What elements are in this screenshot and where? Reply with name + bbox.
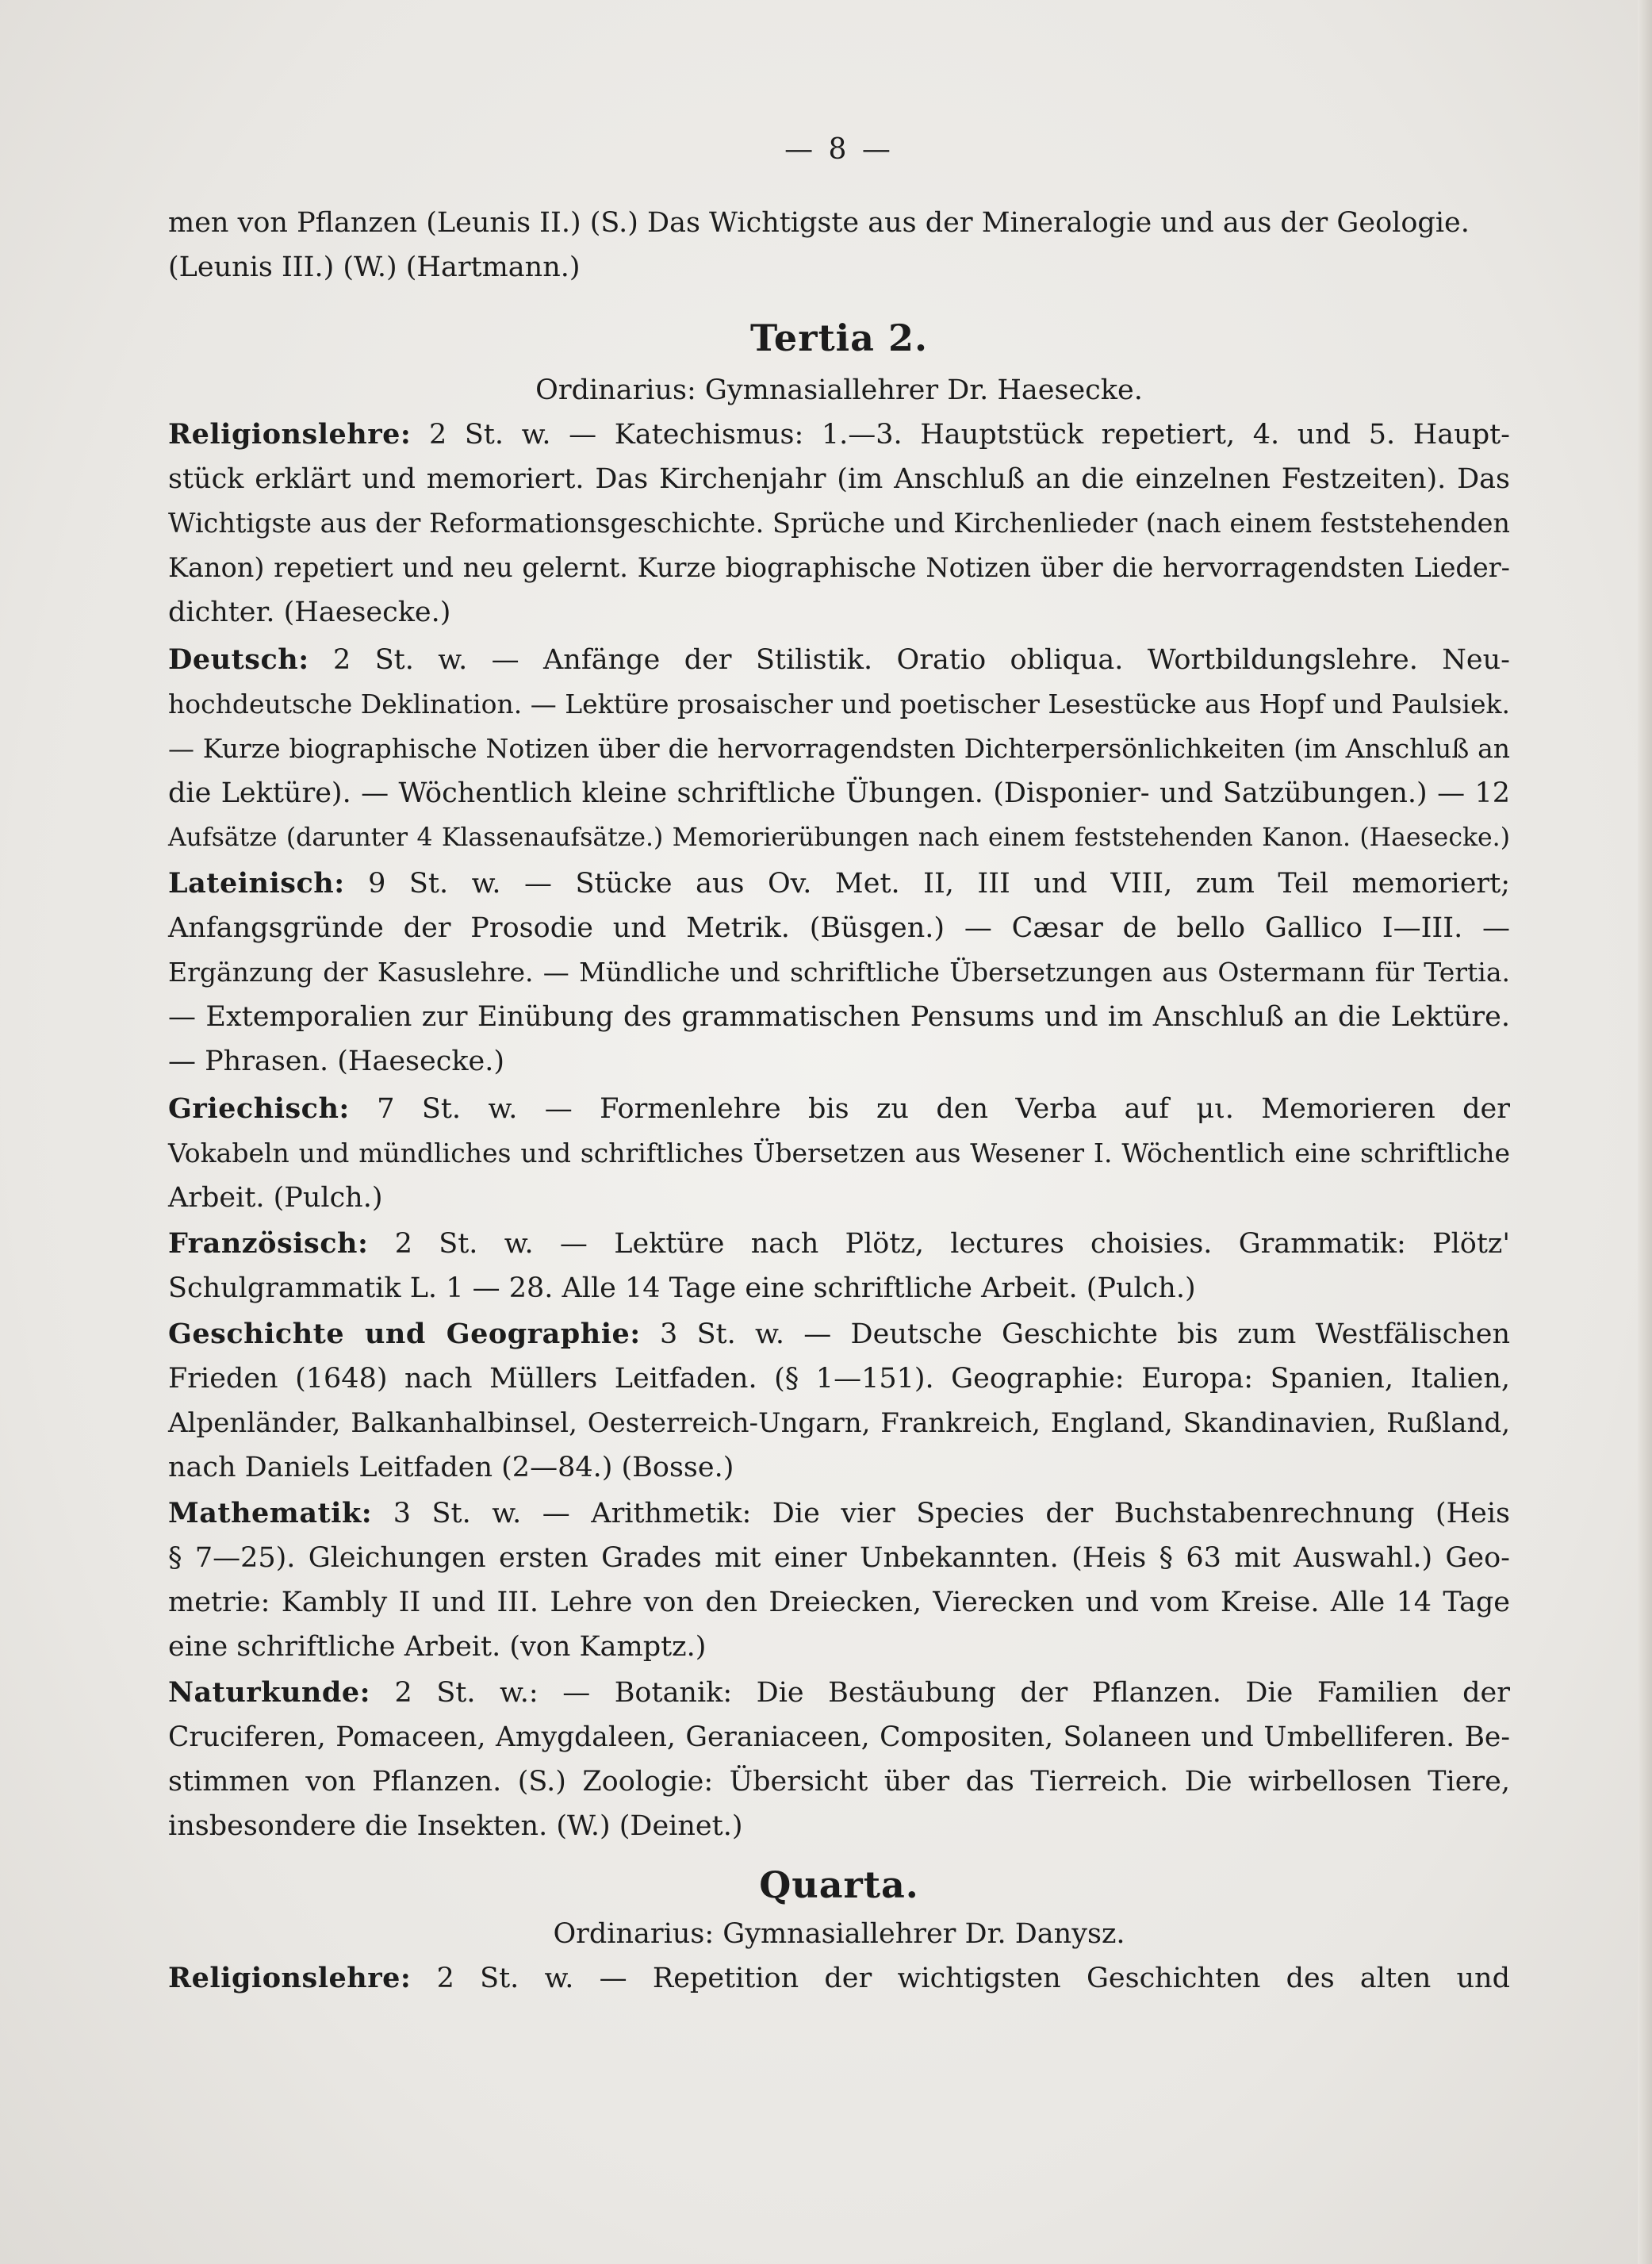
ordinarius-line: Ordinarius: Gymnasiallehrer Dr. Haesecke. xyxy=(535,374,1143,406)
subject-label: Religionslehre: xyxy=(168,1962,412,1994)
subject-line-deutsch: Deutsch: 2 St. w. — Anfänge der Stilistik. Oratio obliqua. Wortbildungslehre. Neu- xyxy=(168,643,1510,676)
text-line: Anfangsgründe der Prosodie und Metrik. (Büsgen.) — Cæsar de bello Gallico I—III. — xyxy=(168,912,1510,944)
text-line: § 7—25). Gleichungen ersten Grades mit einer Unbekannten. (Heis § 63 mit Auswahl.) Geo- xyxy=(168,1542,1510,1574)
section-heading-tertia: Tertia 2. xyxy=(749,317,929,359)
text-line: Schulgrammatik L. 1 — 28. Alle 14 Tage eine schriftliche Arbeit. (Pulch.) xyxy=(168,1272,1196,1304)
text-line: (Leunis III.) (W.) (Hartmann.) xyxy=(168,251,581,283)
text-line: metrie: Kambly II und III. Lehre von den Dreiecken, Vierecken und vom Kreise. Alle 14 Tage xyxy=(168,1587,1510,1618)
subject-label: Religionslehre: xyxy=(168,418,412,451)
subject-label: Deutsch: xyxy=(168,643,309,676)
text-line: Frieden (1648) nach Müllers Leitfaden. (§ 1—151). Geographie: Europa: Spanien, Italien, xyxy=(168,1363,1510,1395)
ordinarius-line: Ordinarius: Gymnasiallehrer Dr. Danysz. xyxy=(553,1918,1125,1950)
text-line: Aufsätze (darunter 4 Klassenaufsätze.) Memorierübungen nach einem feststehenden Kanon. (Haesecke.) xyxy=(168,823,1510,852)
subject-label: Lateinisch: xyxy=(168,867,345,900)
text-line: die Lektüre). — Wöchentlich kleine schriftliche Übungen. (Disponier- und Satzübungen.) — 12 xyxy=(168,777,1510,809)
text-line: stimmen von Pflanzen. (S.) Zoologie: Übersicht über das Tierreich. Die wirbellosen Tiere, xyxy=(168,1766,1510,1798)
page-number: — 8 — xyxy=(784,133,894,166)
text-line: Wichtigste aus der Reformationsgeschichte. Sprüche und Kirchenlieder (nach einem feststehenden xyxy=(168,508,1510,539)
subject-line-mathematik: Mathematik: 3 St. w. — Arithmetik: Die vier Species der Buchstabenrechnung (Heis xyxy=(168,1497,1510,1529)
text-line: Cruciferen, Pomaceen, Amygdaleen, Geraniaceen, Compositen, Solaneen und Umbelliferen. Be- xyxy=(168,1721,1510,1753)
text-line: stück erklärt und memoriert. Das Kirchenjahr (im Anschluß an die einzelnen Festzeiten). Das xyxy=(168,463,1510,495)
subject-line-religion: Religionslehre: 2 St. w. — Katechismus: 1.—3. Hauptstück repetiert, 4. und 5. Haupt- xyxy=(168,418,1510,451)
text-line: insbesondere die Insekten. (W.) (Deinet.) xyxy=(168,1810,743,1842)
subject-label: Mathematik: xyxy=(168,1497,373,1529)
subject-line-franzoesisch: Französisch: 2 St. w. — Lektüre nach Plötz, lectures choisies. Grammatik: Plötz' xyxy=(168,1227,1510,1260)
text-line: Kanon) repetiert und neu gelernt. Kurze biographische Notizen über die hervorragendsten Lieder- xyxy=(168,552,1510,583)
text-line: dichter. (Haesecke.) xyxy=(168,597,451,628)
text-line: Alpenländer, Balkanhalbinsel, Oesterreich-Ungarn, Frankreich, England, Skandinavien, Rußland, xyxy=(168,1407,1510,1439)
page-edge xyxy=(1638,0,1652,2264)
subject-label: Geschichte und Geographie: xyxy=(168,1318,641,1350)
text-line: — Extemporalien zur Einübung des grammatischen Pensums und im Anschluß an die Lektüre. xyxy=(168,1001,1510,1033)
subject-label: Französisch: xyxy=(168,1227,369,1260)
text-line: Vokabeln und mündliches und schriftliches Übersetzen aus Wesener I. Wöchentlich eine schriftliche xyxy=(168,1138,1510,1168)
text-line: nach Daniels Leitfaden (2—84.) (Bosse.) xyxy=(168,1452,734,1483)
subject-line-naturkunde: Naturkunde: 2 St. w.: — Botanik: Die Bestäubung der Pflanzen. Die Familien der xyxy=(168,1676,1510,1709)
subject-line-geschichte: Geschichte und Geographie: 3 St. w. — Deutsche Geschichte bis zum Westfälischen xyxy=(168,1318,1510,1350)
text-line: Arbeit. (Pulch.) xyxy=(168,1182,383,1214)
text-line: — Phrasen. (Haesecke.) xyxy=(168,1046,505,1077)
text-line: men von Pflanzen (Leunis II.) (S.) Das Wichtigste aus der Mineralogie und aus der Geologie. xyxy=(168,207,1470,239)
text-line: — Kurze biographische Notizen über die hervorragendsten Dichterpersönlichkeiten (im Anschluß an xyxy=(168,733,1510,764)
subject-line-griechisch: Griechisch: 7 St. w. — Formenlehre bis zu den Verba auf μι. Memorieren der xyxy=(168,1092,1510,1125)
section-heading-quarta: Quarta. xyxy=(759,1863,919,1906)
subject-line-religion-quarta: Religionslehre: 2 St. w. — Repetition der wichtigsten Geschichten des alten und xyxy=(168,1962,1510,1994)
subject-label: Griechisch: xyxy=(168,1092,350,1125)
text-line: eine schriftliche Arbeit. (von Kamptz.) xyxy=(168,1631,707,1663)
subject-label: Naturkunde: xyxy=(168,1676,371,1709)
subject-line-latein: Lateinisch: 9 St. w. — Stücke aus Ov. Met. II, III und VIII, zum Teil memoriert; xyxy=(168,867,1510,900)
text-line: hochdeutsche Deklination. — Lektüre prosaischer und poetischer Lesestücke aus Hopf und Paulsiek. xyxy=(168,689,1510,719)
text-line: Ergänzung der Kasuslehre. — Mündliche und schriftliche Übersetzungen aus Ostermann für Tertia. xyxy=(168,957,1510,988)
